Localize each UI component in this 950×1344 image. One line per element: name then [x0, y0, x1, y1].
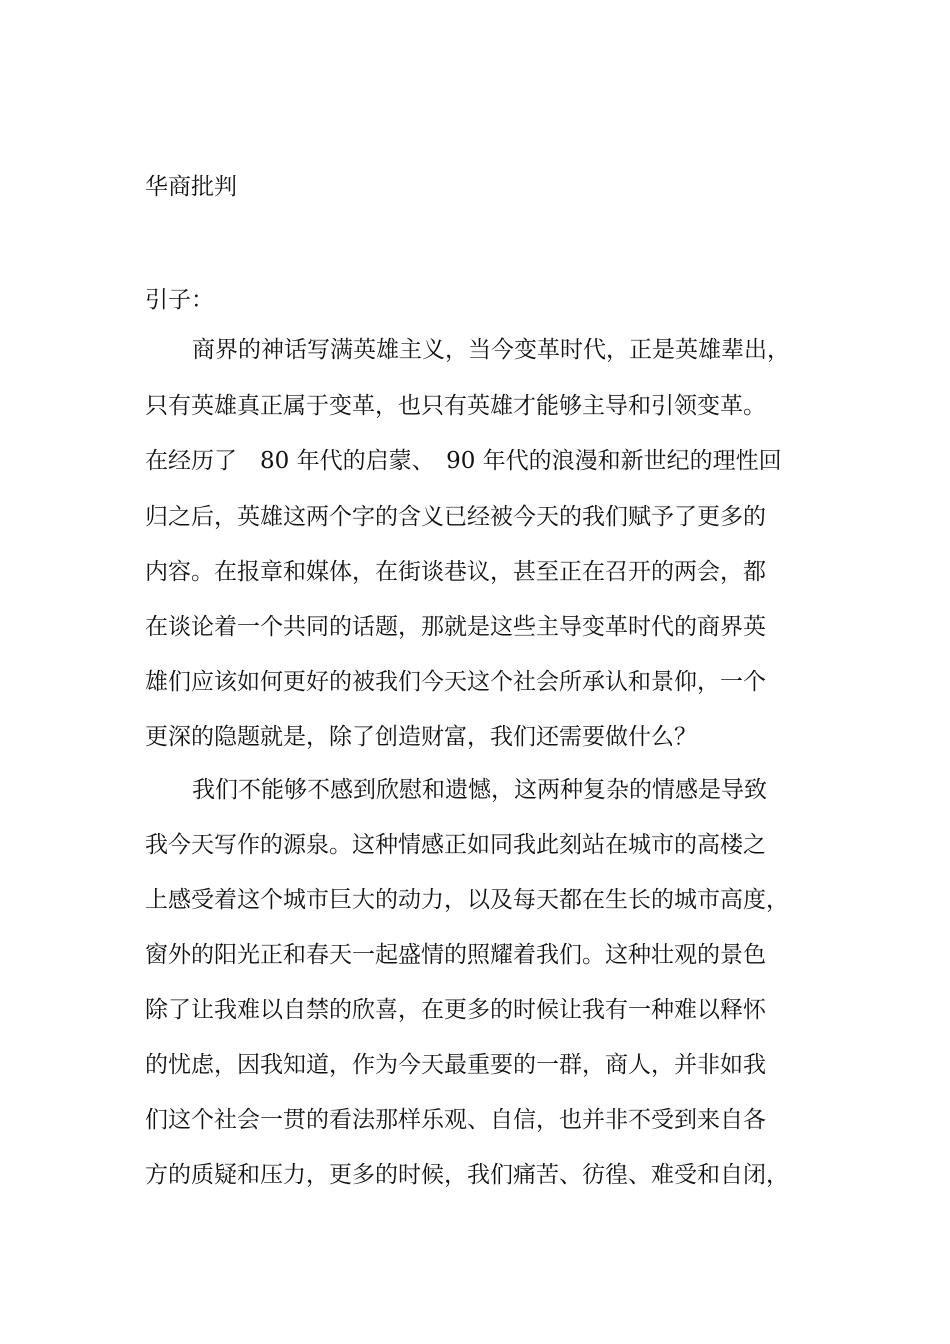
- paragraph-2-line: 的忧虑，因我知道，作为今天最重要的一群，商人，并非如我: [145, 1052, 766, 1078]
- paragraph-1-line: 在谈论着一个共同的话题，那就是这些主导变革时代的商界英: [145, 614, 766, 640]
- paragraph-2-line: 上感受着这个城市巨大的动力，以及每天都在生长的城市高度，: [145, 887, 789, 913]
- paragraph-1-line: 商界的神话写满英雄主义，当今变革时代，正是英雄辈出，: [192, 337, 790, 363]
- paragraph-2-line: 们这个社会一贯的看法那样乐观、自信，也并非不受到来自各: [145, 1107, 766, 1133]
- paragraph-2-line: 我们不能够不感到欣慰和遗憾，这两种复杂的情感是导致: [192, 777, 767, 803]
- paragraph-1-line: 更深的隐题就是，除了创造财富，我们还需要做什么？: [145, 724, 697, 750]
- paragraph-1-line: 雄们应该如何更好的被我们今天这个社会所承认和景仰，一个: [145, 669, 766, 695]
- paragraph-2-line: 窗外的阳光正和春天一起盛情的照耀着我们。这种壮观的景色: [145, 942, 766, 968]
- paragraph-1-line: 归之后，英雄这两个字的含义已经被今天的我们赋予了更多的: [145, 504, 766, 530]
- intro-label: 引子：: [145, 287, 214, 313]
- paragraph-1-line: 内容。在报章和媒体，在街谈巷议，甚至正在召开的两会，都: [145, 559, 766, 585]
- paragraph-1-line: 只有英雄真正属于变革，也只有英雄才能够主导和引领变革。: [145, 393, 766, 419]
- paragraph-2-line: 方的质疑和压力，更多的时候，我们痛苦、彷徨、难受和自闭，: [145, 1162, 789, 1188]
- paragraph-2-line: 我今天写作的源泉。这种情感正如同我此刻站在城市的高楼之: [145, 832, 766, 858]
- paragraph-1-line: 在经历了 80 年代的启蒙、 90 年代的浪漫和新世纪的理性回: [145, 448, 782, 474]
- paragraph-2-line: 除了让我难以自禁的欣喜，在更多的时候让我有一种难以释怀: [145, 997, 766, 1023]
- document-title: 华商批判: [145, 174, 237, 200]
